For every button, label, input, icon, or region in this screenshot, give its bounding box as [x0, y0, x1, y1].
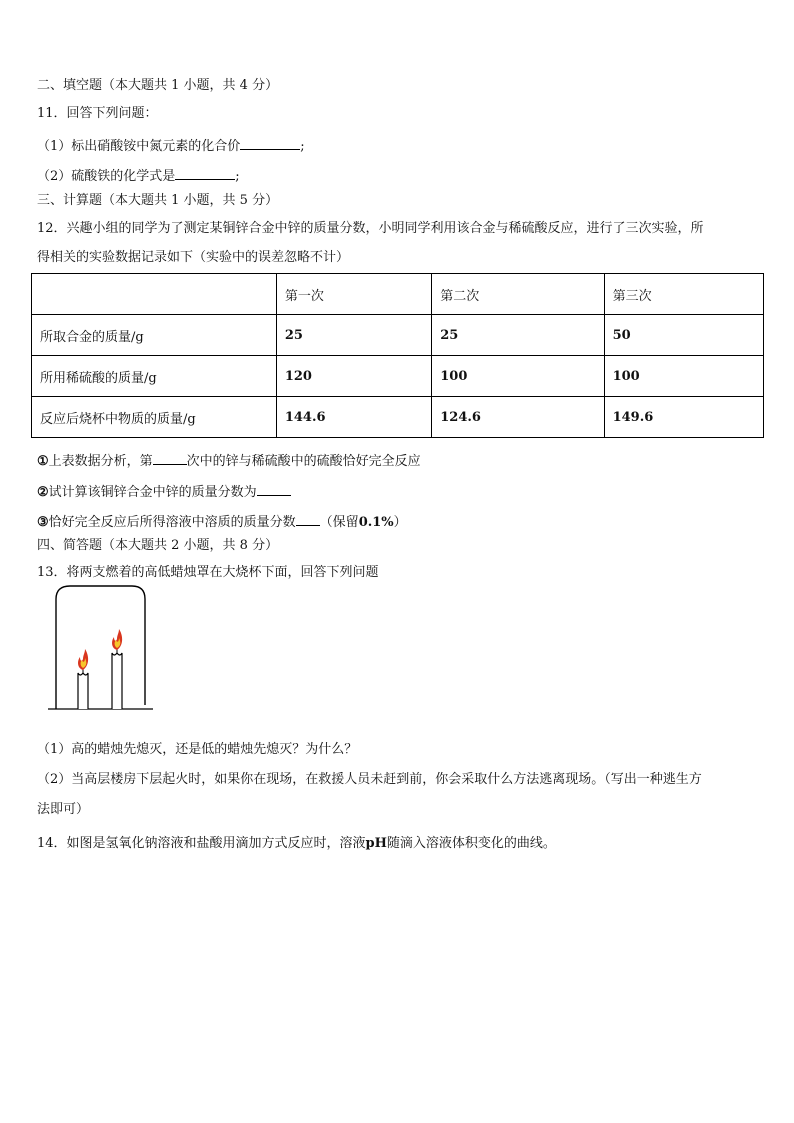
question-12-sub-2 [37, 482, 291, 501]
table-header-row [32, 274, 764, 315]
row-label: 所用稀硫酸的质量/g [32, 356, 277, 397]
question-11-part-1 [37, 136, 305, 155]
table-cell: 124.6 [432, 397, 604, 438]
table-header-cell: 第三次 [604, 274, 763, 315]
table-row [32, 397, 764, 438]
q11-p2-text: （2）硫酸铁的化学式是 [37, 169, 176, 184]
circled-number-2: ② [37, 485, 49, 500]
question-13-part-2-line-2: 法即可） [37, 802, 90, 817]
circled-number-3: ③ [37, 515, 49, 530]
sub2-text: 试计算该铜锌合金中锌的质量分数为 [48, 485, 257, 500]
sub3-text-mid: （保留 [319, 515, 359, 530]
table-header-cell: 第二次 [432, 274, 604, 315]
sub1-text: 上表数据分析，第 [48, 454, 153, 469]
question-12-line-2: 得相关的实验数据记录如下（实验中的误差忽略不计） [37, 250, 350, 265]
table-cell: 144.6 [276, 397, 431, 438]
question-13-part-2-line-1: （2）当高层楼房下层起火时，如果你在现场，在救援人员未赶到前，你会采取什么方法逃离现场。（写出一种逃生方 [37, 772, 702, 787]
answer-blank[interactable] [153, 451, 187, 465]
q14-text-end: 随滴入溶液体积变化的曲线。 [386, 836, 556, 851]
table-row [32, 315, 764, 356]
answer-blank[interactable] [257, 482, 291, 496]
section-3-heading: 三、计算题（本大题共 1 小题，共 5 分） [37, 193, 279, 208]
question-13-part-1: （1）高的蜡烛先熄灭，还是低的蜡烛先熄灭？为什么？ [37, 742, 358, 757]
sub1-text-end: 次中的锌与稀硫酸中的硫酸恰好完全反应 [186, 454, 421, 469]
question-11-part-2 [37, 166, 240, 185]
section-2-heading: 二、填空题（本大题共 1 小题，共 4 分） [37, 78, 279, 93]
row-label: 所取合金的质量/g [32, 315, 277, 356]
table-row [32, 356, 764, 397]
table-cell: 50 [604, 315, 763, 356]
row-label: 反应后烧杯中物质的质量/g [32, 397, 277, 438]
question-13-stem: 13．将两支燃着的高低蜡烛罩在大烧杯下面，回答下列问题 [37, 565, 379, 580]
experiment-data-table [31, 273, 764, 438]
q14-text: 14．如图是氢氧化钠溶液和盐酸用滴加方式反应时，溶液 [37, 836, 366, 851]
beaker-outline [56, 586, 145, 709]
question-12-line-1: 12．兴趣小组的同学为了测定某铜锌合金中锌的质量分数，小明同学利用该合金与稀硫酸反应，进行了三次实验，所 [37, 221, 704, 236]
table-cell: 120 [276, 356, 431, 397]
sub3-percent: 0.1% [358, 515, 394, 530]
table-cell: 100 [604, 356, 763, 397]
question-14-stem [37, 836, 556, 852]
q14-ph: pH [365, 836, 387, 851]
answer-blank[interactable] [296, 512, 320, 526]
answer-blank[interactable] [240, 136, 300, 150]
q11-p1-end: ; [300, 139, 305, 154]
answer-blank[interactable] [175, 166, 235, 180]
sub3-text-end: ） [393, 515, 407, 530]
tall-candle [112, 653, 122, 709]
section-4-heading: 四、简答题（本大题共 2 小题，共 8 分） [37, 538, 279, 553]
table-header-cell [32, 274, 277, 315]
question-12-sub-3 [37, 512, 407, 531]
short-candle [78, 673, 88, 709]
table-cell: 100 [432, 356, 604, 397]
circled-number-1: ① [37, 454, 49, 469]
table-cell: 25 [432, 315, 604, 356]
candles-under-beaker-figure [48, 585, 153, 712]
table-cell: 149.6 [604, 397, 763, 438]
table-header-cell: 第一次 [276, 274, 431, 315]
q11-p2-end: ; [235, 169, 240, 184]
question-11-stem: 11．回答下列问题： [37, 106, 158, 121]
question-12-sub-1 [37, 451, 421, 470]
q11-p1-text: （1）标出硝酸铵中氮元素的化合价 [37, 139, 241, 154]
sub3-text: 恰好完全反应后所得溶液中溶质的质量分数 [48, 515, 296, 530]
table-cell: 25 [276, 315, 431, 356]
